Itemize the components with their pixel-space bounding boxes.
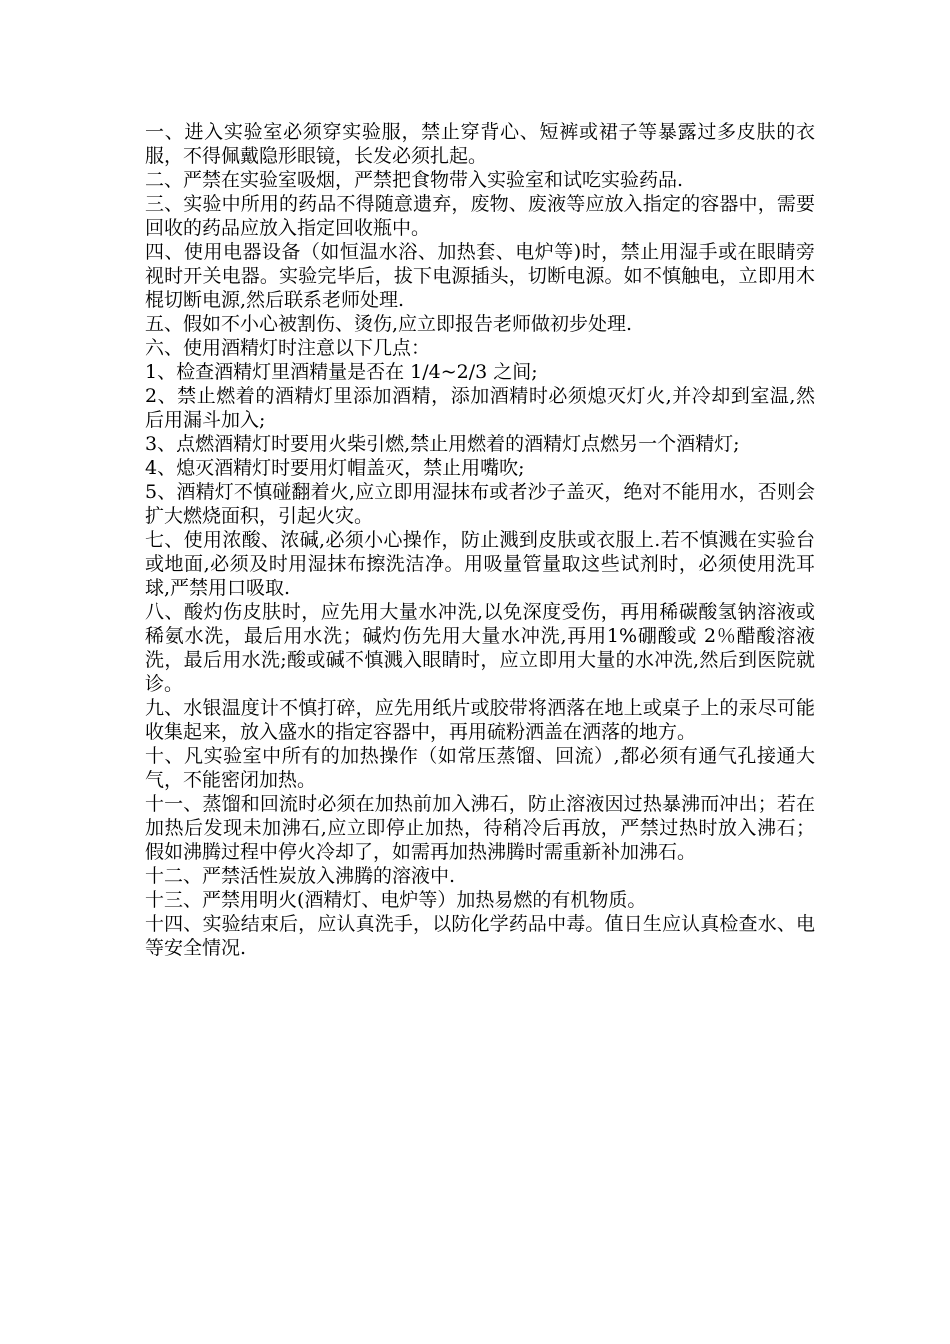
rule-paragraph-10: 十、凡实验室中所有的加热操作（如常压蒸馏、回流）,都必须有通气孔接通大气，不能密闭加热。 [145, 745, 815, 791]
rule-paragraph-5: 五、假如不小心被割伤、烫伤,应立即报告老师做初步处理. [145, 313, 633, 335]
rule-paragraph-12: 十二、严禁活性炭放入沸腾的溶液中. [145, 865, 456, 887]
sub-item-2: 2、禁止燃着的酒精灯里添加酒精，添加酒精时必须熄灭灯火,并冷却到室温,然后用漏斗加入; [145, 385, 815, 431]
rule-paragraph-9: 九、水银温度计不慎打碎，应先用纸片或胶带将洒落在地上或桌子上的汞尽可能收集起来，放入盛水的指定容器中，再用硫粉洒盖在洒落的地方。 [145, 697, 815, 743]
document-body [145, 120, 815, 960]
rule-paragraph-8: 八、酸灼伤皮肤时，应先用大量水冲洗,以免深度受伤，再用稀碳酸氢钠溶液或稀氨水洗，最后用水洗；碱灼伤先用大量水冲洗,再用1%硼酸或 2％醋酸溶液洗，最后用水洗;酸或碱不慎溅入眼睛时，应立即用大量的水冲洗,然后到医院就诊。 [145, 601, 815, 695]
rule-paragraph-13: 十三、严禁用明火(酒精灯、电炉等）加热易燃的有机物质。 [145, 889, 647, 911]
sub-item-3: 3、点燃酒精灯时要用火柴引燃,禁止用燃着的酒精灯点燃另一个酒精灯; [145, 433, 740, 455]
rule-paragraph-3: 三、实验中所用的药品不得随意遗弃，废物、废液等应放入指定的容器中，需要回收的药品应放入指定回收瓶中。 [145, 193, 815, 239]
rule-paragraph-1: 一、进入实验室必须穿实验服，禁止穿背心、短裤或裙子等暴露过多皮肤的衣服，不得佩戴隐形眼镜，长发必须扎起。 [145, 121, 815, 167]
rule-paragraph-7: 七、使用浓酸、浓碱,必须小心操作，防止溅到皮肤或衣服上.若不慎溅在实验台或地面,必须及时用湿抹布擦洗洁净。用吸量管量取这些试剂时，必须使用洗耳球,严禁用口吸取. [145, 529, 815, 599]
sub-item-5: 5、酒精灯不慎碰翻着火,应立即用湿抹布或者沙子盖灭，绝对不能用水，否则会扩大燃烧面积，引起火灾。 [145, 481, 815, 527]
rule-paragraph-14: 十四、实验结束后，应认真洗手，以防化学药品中毒。值日生应认真检查水、电等安全情况. [145, 913, 815, 959]
rule-paragraph-11: 十一、蒸馏和回流时必须在加热前加入沸石，防止溶液因过热暴沸而冲出；若在加热后发现未加沸石,应立即停止加热，待稍冷后再放，严禁过热时放入沸石；假如沸腾过程中停火冷却了，如需再加热沸腾时需重新补加沸石。 [145, 793, 815, 863]
sub-item-1: 1、检查酒精灯里酒精量是否在 1/4~2/3 之间; [145, 361, 538, 383]
rule-paragraph-4: 四、使用电器设备（如恒温水浴、加热套、电炉等)时，禁止用湿手或在眼睛旁视时开关电器。实验完毕后，拔下电源插头，切断电源。如不慎触电，立即用木棍切断电源,然后联系老师处理. [145, 241, 815, 311]
rule-paragraph-6: 六、使用酒精灯时注意以下几点： [145, 337, 431, 359]
sub-item-4: 4、熄灭酒精灯时要用灯帽盖灭，禁止用嘴吹; [145, 457, 525, 479]
rule-paragraph-2: 二、严禁在实验室吸烟，严禁把食物带入实验室和试吃实验药品. [145, 169, 684, 191]
